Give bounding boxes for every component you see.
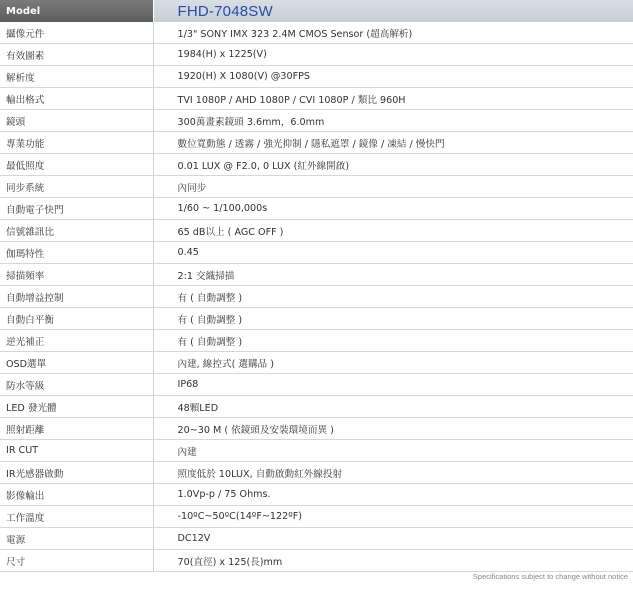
table-row — [0, 462, 633, 484]
spec-value: 48顆LED — [153, 396, 633, 418]
spec-label: 攝像元件 — [0, 22, 153, 44]
table-row — [0, 308, 633, 330]
table-row — [0, 176, 633, 198]
spec-label: 自動增益控制 — [0, 286, 153, 308]
table-row — [0, 264, 633, 286]
spec-value: 1/60 ~ 1/100,000s — [153, 198, 633, 220]
spec-label: OSD選單 — [0, 352, 153, 374]
table-row — [0, 484, 633, 506]
spec-label: LED 發光體 — [0, 396, 153, 418]
spec-label: 防水等級 — [0, 374, 153, 396]
spec-label: 專業功能 — [0, 132, 153, 154]
spec-value: 0.01 LUX @ F2.0, 0 LUX (紅外線開啟) — [153, 154, 633, 176]
table-row — [0, 66, 633, 88]
spec-label: IR光感器啟動 — [0, 462, 153, 484]
spec-value: 內同步 — [153, 176, 633, 198]
spec-value: 1920(H) X 1080(V) @30FPS — [153, 66, 633, 88]
table-row — [0, 132, 633, 154]
spec-label: 伽瑪特性 — [0, 242, 153, 264]
footnote: Specifications subject to change without notice — [472, 572, 628, 581]
spec-label: 鏡頭 — [0, 110, 153, 132]
spec-label: 逆光補正 — [0, 330, 153, 352]
spec-value: 照度低於 10LUX, 自動啟動紅外線投射 — [153, 462, 633, 484]
table-row — [0, 44, 633, 66]
spec-value: 65 dB以上 ( AGC OFF ) — [153, 220, 633, 242]
table-row — [0, 330, 633, 352]
spec-label: IR CUT — [0, 440, 153, 462]
table-row — [0, 418, 633, 440]
table-row — [0, 440, 633, 462]
spec-value: 20~30 M ( 依鏡頭及安裝環境而異 ) — [153, 418, 633, 440]
model-name: FHD-7048SW — [153, 0, 633, 22]
table-row — [0, 198, 633, 220]
spec-label: 輸出格式 — [0, 88, 153, 110]
spec-value: 有 ( 自動調整 ) — [153, 308, 633, 330]
table-row — [0, 550, 633, 572]
spec-value: -10ºC~50ºC(14ºF~122ºF) — [153, 506, 633, 528]
spec-value: 2:1 交織掃描 — [153, 264, 633, 286]
model-label: Model — [0, 0, 153, 22]
spec-label: 解析度 — [0, 66, 153, 88]
table-row — [0, 374, 633, 396]
spec-value: 1.0Vp-p / 75 Ohms. — [153, 484, 633, 506]
spec-label: 尺寸 — [0, 550, 153, 572]
spec-value: IP68 — [153, 374, 633, 396]
table-row — [0, 352, 633, 374]
spec-value: 0.45 — [153, 242, 633, 264]
spec-value: DC12V — [153, 528, 633, 550]
spec-value: TVI 1080P / AHD 1080P / CVI 1080P / 類比 960H — [153, 88, 633, 110]
table-row — [0, 286, 633, 308]
table-row — [0, 110, 633, 132]
spec-label: 自動電子快門 — [0, 198, 153, 220]
spec-value: 有 ( 自動調整 ) — [153, 286, 633, 308]
spec-value: 300萬畫素鏡頭 3.6mm，6.0mm — [153, 110, 633, 132]
table-row — [0, 506, 633, 528]
spec-value: 有 ( 自動調整 ) — [153, 330, 633, 352]
spec-label: 信號雜訊比 — [0, 220, 153, 242]
spec-label: 同步系統 — [0, 176, 153, 198]
table-row — [0, 88, 633, 110]
table-row — [0, 22, 633, 44]
spec-label: 最低照度 — [0, 154, 153, 176]
spec-label: 掃描頻率 — [0, 264, 153, 286]
spec-label: 照射距離 — [0, 418, 153, 440]
spec-value: 70(直徑) x 125(長)mm — [153, 550, 633, 572]
spec-value: 內建 — [153, 440, 633, 462]
table-row — [0, 528, 633, 550]
table-row — [0, 154, 633, 176]
spec-label: 自動白平衡 — [0, 308, 153, 330]
spec-value: 數位寬動態 / 透霧 / 強光抑制 / 隱私遮罩 / 鏡像 / 凍結 / 慢快門 — [153, 132, 633, 154]
spec-value: 1/3" SONY IMX 323 2.4M CMOS Sensor (超高解析) — [153, 22, 633, 44]
spec-label: 影像輸出 — [0, 484, 153, 506]
spec-value: 1984(H) x 1225(V) — [153, 44, 633, 66]
table-row — [0, 242, 633, 264]
spec-label: 有效圖素 — [0, 44, 153, 66]
spec-label: 電源 — [0, 528, 153, 550]
table-header-row — [0, 0, 633, 22]
spec-label: 工作溫度 — [0, 506, 153, 528]
spec-value: 內建, 線控式( 選購品 ) — [153, 352, 633, 374]
table-row — [0, 220, 633, 242]
table-row — [0, 396, 633, 418]
